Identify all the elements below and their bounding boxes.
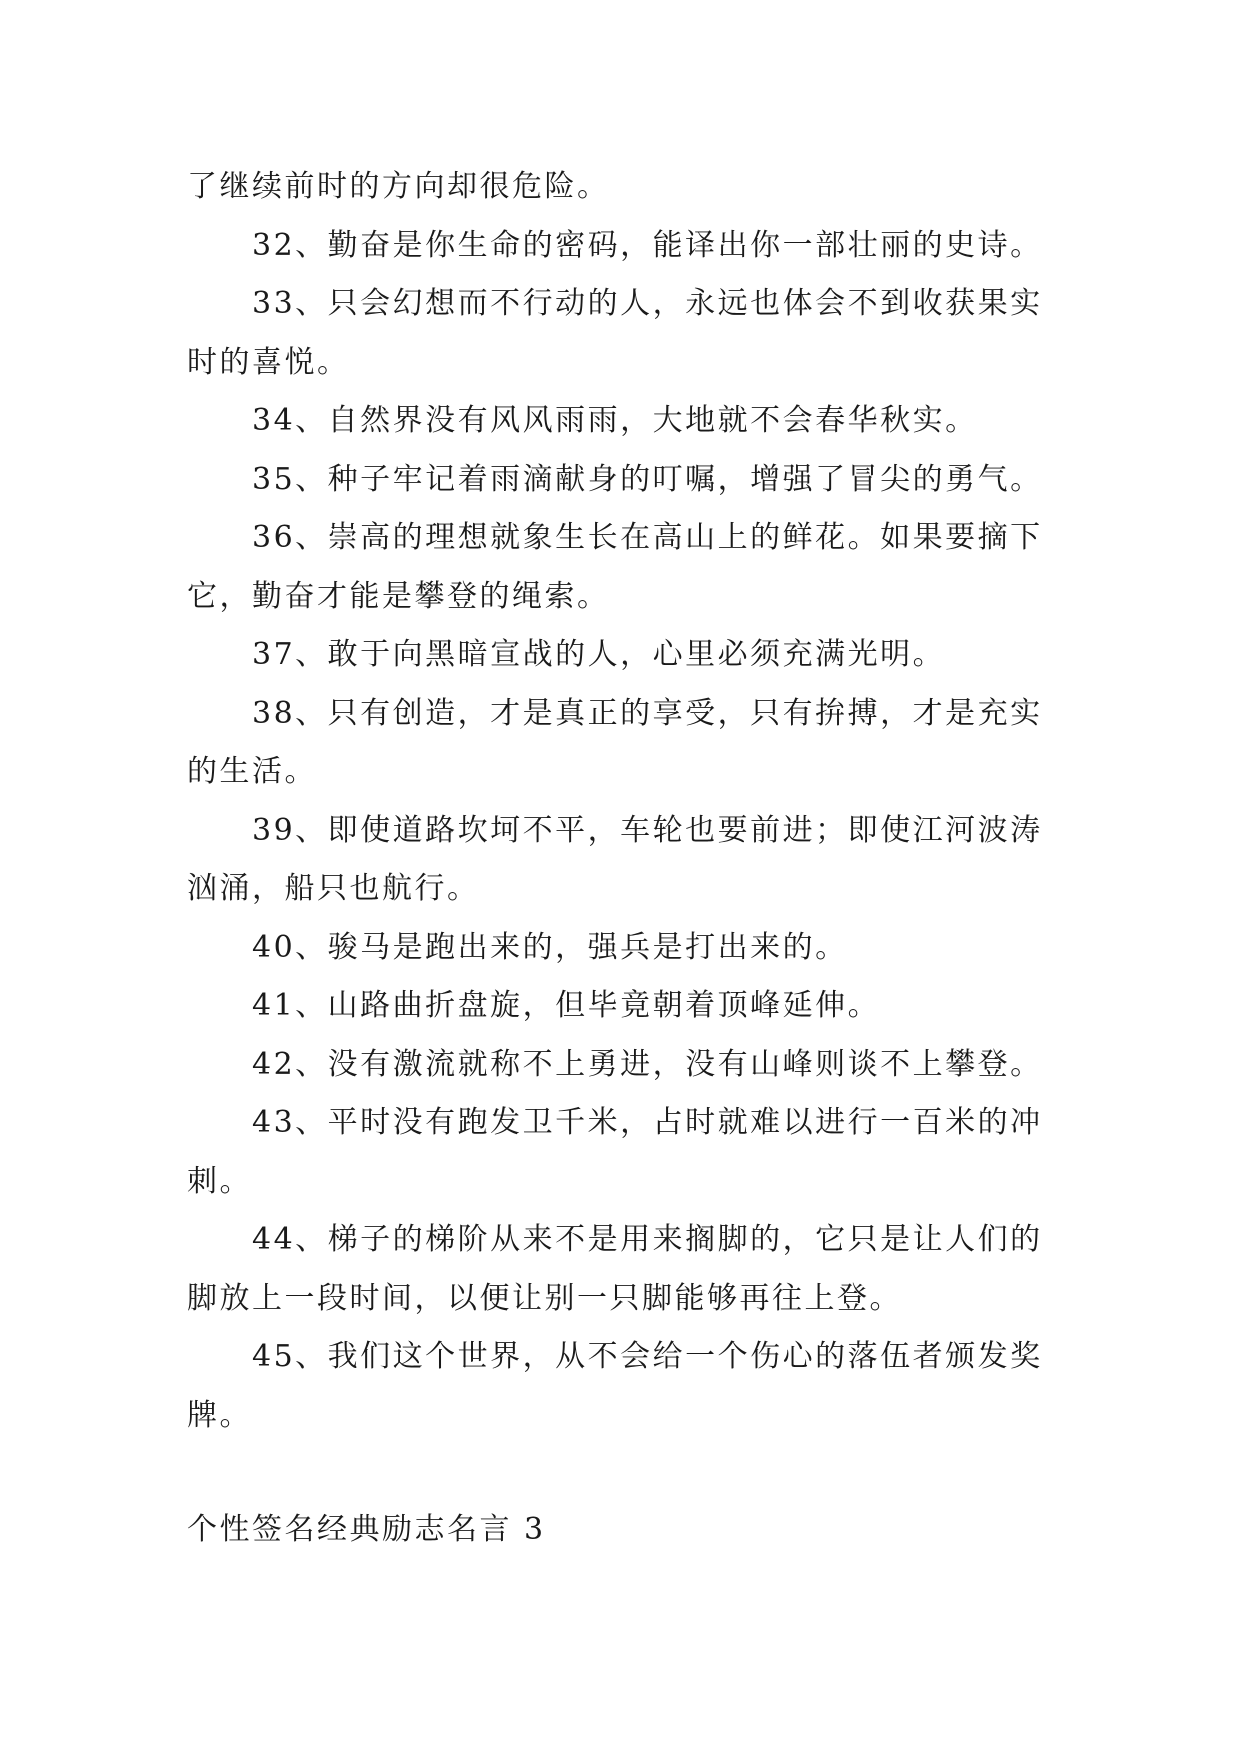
text-line: 42、没有激流就称不上勇进，没有山峰则谈不上攀登。	[252, 1046, 1043, 1082]
quote-33	[187, 275, 1087, 392]
text-line: 36、崇高的理想就象生长在高山上的鲜花。如果要摘下	[252, 520, 1043, 555]
text-line: 时的喜悦。	[187, 344, 350, 380]
quote-45	[187, 1328, 1087, 1445]
quote-34	[187, 392, 1087, 451]
quote-38	[187, 685, 1087, 802]
text-line: 牌。	[187, 1397, 252, 1433]
text-line: 的生活。	[187, 754, 317, 789]
text-line: 34、自然界没有风风雨雨，大地就不会春华秋实。	[252, 403, 978, 438]
text-line: 35、种子牢记着雨滴献身的叮嘱，增强了冒尖的勇气。	[252, 461, 1043, 497]
quote-32	[187, 217, 1087, 276]
quote-40	[187, 919, 1087, 978]
text-line: 汹涌，船只也航行。	[187, 871, 480, 906]
quote-43	[187, 1094, 1087, 1211]
text-line: 刺。	[187, 1163, 252, 1199]
text-line: 39、即使道路坎坷不平，车轮也要前进；即使江河波涛	[252, 812, 1043, 848]
quote-37	[187, 626, 1087, 685]
section-gap	[187, 1445, 1087, 1501]
text-line: 38、只有创造，才是真正的享受，只有拚搏，才是充实	[252, 695, 1043, 731]
text-line: 44、梯子的梯阶从来不是用来搁脚的，它只是让人们的	[252, 1222, 1043, 1257]
quote-31-tail	[187, 158, 1087, 217]
text-line: 它，勤奋才能是攀登的绳索。	[187, 578, 610, 614]
text-line: 33、只会幻想而不行动的人，永远也体会不到收获果实	[252, 286, 1043, 321]
text-line: 37、敢于向黑暗宣战的人，心里必须充满光明。	[252, 637, 946, 672]
quote-35	[187, 451, 1087, 510]
text-line: 43、平时没有跑发卫千米，占时就难以进行一百米的冲	[252, 1105, 1043, 1140]
section-heading: 个性签名经典励志名言 3	[187, 1512, 546, 1547]
quote-44	[187, 1211, 1087, 1328]
quote-36	[187, 509, 1087, 626]
document-body	[187, 158, 1087, 1560]
text-line: 40、骏马是跑出来的，强兵是打出来的。	[252, 929, 848, 965]
text-line: 32、勤奋是你生命的密码，能译出你一部壮丽的史诗。	[252, 227, 1043, 263]
quote-41	[187, 977, 1087, 1036]
quote-42	[187, 1036, 1087, 1095]
text-line: 脚放上一段时间，以便让别一只脚能够再往上登。	[187, 1280, 902, 1316]
text-line: 45、我们这个世界，从不会给一个伤心的落伍者颁发奖	[252, 1339, 1043, 1374]
text-line: 41、山路曲折盘旋，但毕竟朝着顶峰延伸。	[252, 988, 881, 1023]
text-line: 了继续前时的方向却很危险。	[187, 169, 610, 204]
quote-39	[187, 802, 1087, 919]
